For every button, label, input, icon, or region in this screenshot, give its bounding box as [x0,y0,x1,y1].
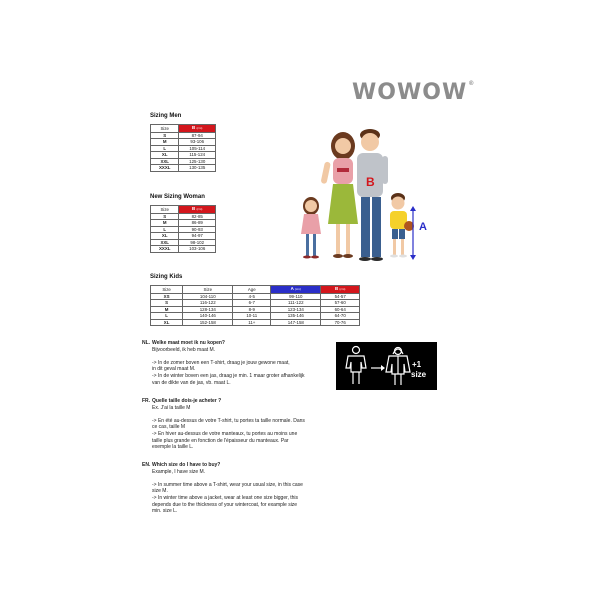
table-header-row [151,206,216,214]
value-cell: 111-122 [271,300,321,307]
fr-section [142,398,327,451]
value-cell: 93-106 [179,139,216,146]
fr-example: Ex. J'ai la taille M [152,404,191,411]
fr-line: ce cas, taille M [152,424,186,431]
header-unit: (cm) [196,207,203,211]
height-arrow [410,206,427,260]
value-cell: 11+ [233,319,271,326]
header-size: Size [151,286,183,294]
en-example: Example, I have size M. [152,468,206,475]
table-row [151,165,216,172]
value-cell: 152-158 [183,319,233,326]
women-size-table [150,205,216,253]
size-cell: XS [151,293,183,300]
value-cell: 105-114 [179,145,216,152]
size-cell: XL [151,152,179,159]
header-unit: (cm) [339,287,346,291]
men-title: Sizing Men [150,113,182,119]
en-line: size M. [152,488,168,495]
value-cell: 147-158 [271,319,321,326]
en-line: min. size L. [152,508,178,515]
women-title: New Sizing Woman [150,194,205,200]
en-line: depends due to the thickness of your wintercoat, for example size [152,501,298,508]
size-cell: M [151,139,179,146]
value-cell: 90-93 [179,226,216,233]
header-size: Size [151,206,179,214]
size-cell: L [151,145,179,152]
header-unit: (cm) [196,126,203,130]
en-line: -> In winter time above a jacket, wear at least one size bigger, this [152,494,299,501]
table-row [151,319,360,326]
value-cell: 99-110 [271,293,321,300]
header-b-label: B [334,286,339,291]
size-cell: S [151,132,179,139]
size-cell: XL [151,319,183,326]
family-illustration [295,122,440,267]
person-tshirt-icon [346,347,366,385]
header-b [321,286,360,294]
men-size-table [150,124,216,172]
label-b: B [366,175,375,189]
value-cell: 87-94 [179,132,216,139]
size-cell: S [151,300,183,307]
kids-title: Sizing Kids [150,274,183,280]
value-cell: 115-124 [179,152,216,159]
brand-logo-text: WOWOW [352,80,468,105]
size-cell: L [151,313,183,320]
nl-line: -> In de winter boven een jas, draag je min. 1 maar groter afhankelijk [152,372,305,379]
size-cell: XXL [151,239,179,246]
man-figure [357,129,388,261]
header-height: Size [183,286,233,294]
value-cell: 8-9 [233,306,271,313]
pictogram-drawing [336,342,437,390]
size-cell: XXXL [151,165,179,172]
fr-line: taille plus grande en fonction de l'épaisseur du manteaux. Par [152,437,289,444]
size-cell: M [151,220,179,227]
nl-line: in dit geval maat M. [152,366,196,373]
value-cell: 135-146 [271,313,321,320]
boy-figure [390,193,414,258]
value-cell: 103-106 [179,246,216,253]
fr-line: -> En hiver au-dessus de votre manteaux, tu portes au moins une [152,430,298,437]
fr-question: Quelle taille dois-je acheter ? [152,398,222,404]
en-code: EN. [142,462,151,468]
value-cell: 4-5 [233,293,271,300]
value-cell: 94-97 [179,233,216,240]
size-cell: XXXL [151,246,179,253]
fr-code: FR. [142,398,151,404]
en-line: -> In summer time above a T-shirt, wear your usual size, in this case [152,481,303,488]
nl-example: Bijvoorbeeld, ik heb maat M. [152,346,216,353]
arrow-right-icon [371,365,385,371]
value-cell: 140-146 [183,313,233,320]
nl-code: NL. [142,340,151,346]
table-header-row [151,125,216,133]
en-section [142,462,327,515]
value-cell: 60-64 [321,306,360,313]
nl-line: van de dikte van de jas, vb. maat L. [152,379,231,386]
en-question: Which size do I have to buy? [152,462,221,468]
header-a-label: A [290,286,294,291]
value-cell: 116-122 [183,300,233,307]
size-cell: L [151,226,179,233]
value-cell: 82-85 [179,213,216,220]
nl-line: -> In de zomer boven een T-shirt, draag je jouw gewone maat, [152,359,290,366]
header-size: Size [151,125,179,133]
value-cell: 125-130 [179,158,216,165]
size-cell: XL [151,233,179,240]
label-a: A [419,221,427,233]
size-up-pictogram [336,342,437,390]
value-cell: 6-7 [233,300,271,307]
fr-line: -> En été au-dessus de votre T-shirt, tu portes ta taille normale. Dans [152,417,305,424]
value-cell: 70-76 [321,319,360,326]
header-b [179,206,216,214]
size-cell: XXL [151,158,179,165]
woman-figure [320,132,358,258]
size-cell: S [151,213,179,220]
header-age: Age [233,286,271,294]
size-cell: M [151,306,183,313]
value-cell: 123-134 [271,306,321,313]
fr-line: exemple la taille L. [152,444,194,451]
girl-figure [301,197,321,259]
table-row [151,246,216,253]
value-cell: 64-70 [321,313,360,320]
value-cell: 98-102 [179,239,216,246]
value-cell: 86-89 [179,220,216,227]
value-cell: 57-60 [321,300,360,307]
header-b-label: B [192,125,196,130]
value-cell: 104-110 [183,293,233,300]
kids-size-table [150,285,360,326]
person-coat-icon [386,348,410,386]
brand-logo [352,80,475,105]
table-header-row [151,286,360,294]
value-cell: 128-134 [183,306,233,313]
header-b-label: B [192,206,196,211]
nl-section [142,340,327,386]
header-unit: (cm) [294,287,301,291]
value-cell: 130-135 [179,165,216,172]
nl-question: Welke maat moet ik nu kopen? [152,340,225,346]
registered-mark: ® [468,80,476,87]
value-cell: 10-11 [233,313,271,320]
value-cell: 54-57 [321,293,360,300]
plus-one-label: +1 [412,360,422,369]
header-b [179,125,216,133]
size-label: size [411,370,427,379]
header-a [271,286,321,294]
